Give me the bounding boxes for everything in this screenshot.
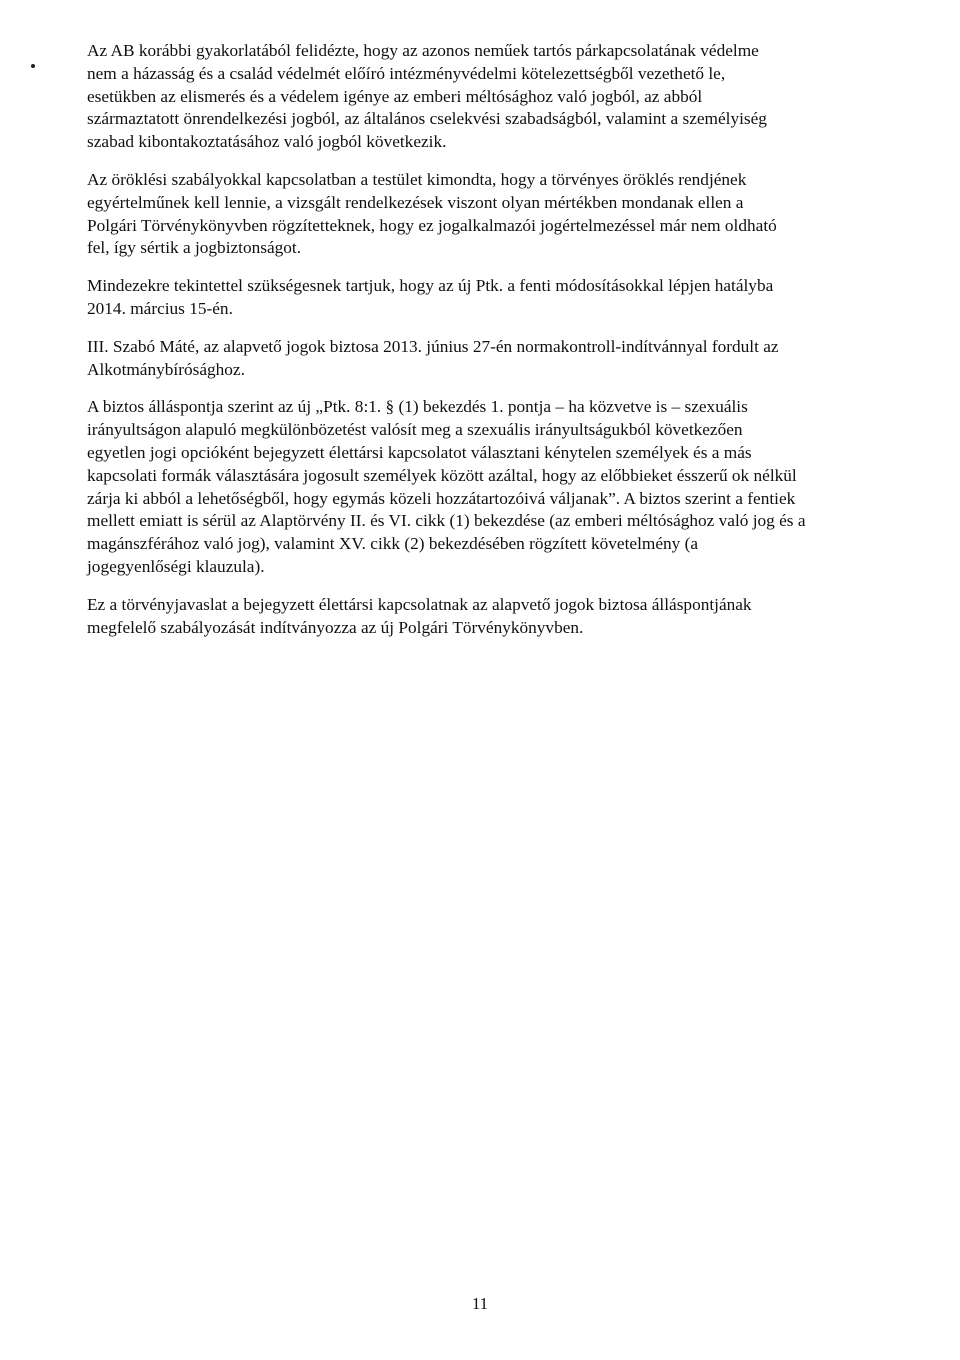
paragraph-3: Mindezekre tekintettel szükségesnek tartjuk, hogy az új Ptk. a fenti módosításokkal lépjen hatályba 2014. március 15-én. [87, 276, 774, 318]
paragraph-6: Ez a törvényjavaslat a bejegyzett élettársi kapcsolatnak az alapvető jogok biztosa álláspontjának megfelelő szabályozását indítványozza az új Polgári Törvénykönyvben. [87, 594, 752, 637]
page-number: 11 [471, 1294, 489, 1313]
paragraph-4: III. Szabó Máté, az alapvető jogok biztosa 2013. június 27-én normakontroll-indítvánnyal fordult az Alkotmánybírósághoz. [87, 336, 779, 379]
document-body [87, 40, 895, 654]
paragraph-1: Az AB korábbi gyakorlatából felidézte, hogy az azonos neműek tartós párkapcsolatának védelme nem a házasság és a család védelmét előíró intézményvédelmi kötelezettségből vezethető le, esetükben az elismerés és a védelem igénye az emberi méltósághoz való jogból, az abból származtatott önrendelkezési jogból, az általános cselekvési szabadságból, valamint a személyiség szabad kibontakoztatásához való jogból következik. [87, 41, 767, 152]
margin-mark [31, 64, 35, 68]
paragraph-2: Az öröklési szabályokkal kapcsolatban a testület kimondta, hogy a törvényes öröklés rendjének egyértelműnek kell lennie, a vizsgált rendelkezések viszont olyan mértékben mondanak ellen a Polgári Törvénykönyvben rögzítetteknek, hogy ez jogalkalmazói jogértelmezéssel már nem oldható fel, így sértik a jogbiztonságot. [87, 169, 777, 258]
paragraph-5: A biztos álláspontja szerint az új „Ptk. 8:1. § (1) bekezdés 1. pontja – ha közvetve is – szexuális irányultságon alapuló megkülönbözetést valósít meg a szexuális irányultságukból következően egyetlen jogi opcióként bejegyzett élettársi kapcsolatot választani kénytelen személyek és a más kapcsolati formák választására jogosult személyek között azáltal, hogy az előbbieket ésszerű ok nélkül zárja ki abból a lehetőségből, hogy egymás közeli hozzátartozóivá váljanak”. A biztos szerint a fentiek mellett emiatt is sérül az Alaptörvény II. és VI. cikk (1) bekezdése (az emberi méltósághoz való jog és a magánszférához való jog), valamint XV. cikk (2) bekezdésében rögzített követelmény (a jogegyenlőségi klauzula). [87, 397, 806, 576]
